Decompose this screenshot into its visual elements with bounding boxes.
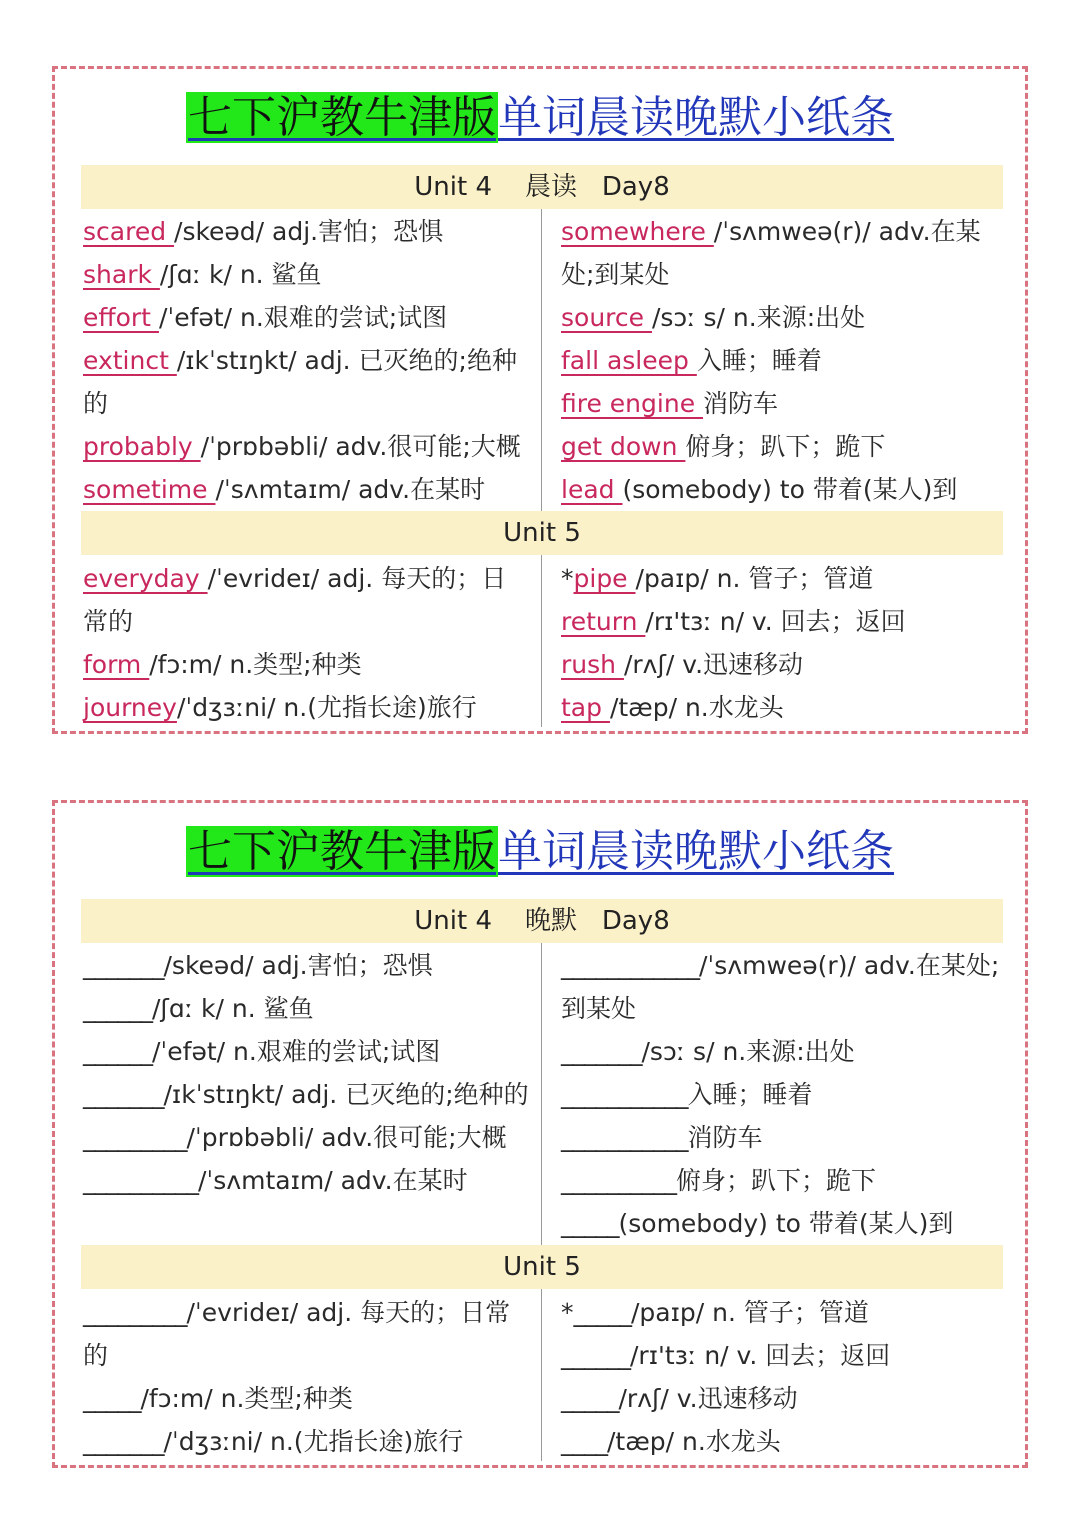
unit4-header-band: Unit 4 晚默 Day8 [81,899,1003,943]
vocab-definition: (somebody) to 带着(某人)到 [622,475,958,504]
card-title [55,815,1025,889]
vocab-definition: /rɪ'tɜː n/ v. 回去；返回 [645,607,906,636]
vocab-definition: /paɪp/ n. 管子；管道 [631,1298,869,1327]
vocab-definition: 俯身；趴下；跪下 [676,1166,877,1195]
unit4-header-band: Unit 4 晨读 Day8 [81,165,1003,209]
vocab-definition: /ˈprɒbəbli/ adv.很可能;大概 [186,1123,507,1152]
unit5-header-band: Unit 5 [81,511,1003,555]
vocab-entry [83,557,529,643]
answer-blank: _______ [83,951,164,980]
vocab-entry [561,1159,1007,1202]
vocab-entry [561,468,1007,511]
answer-blank: _____ [83,1384,141,1413]
vocab-entry [83,1420,529,1463]
vocab-entry [561,643,1007,686]
vocab-entry [83,987,529,1030]
answer-blank: _____ [573,1298,631,1327]
vocab-definition: /paɪp/ n. 管子；管道 [635,564,874,593]
unit4-right-column [561,944,1007,1245]
vocab-definition: /ˈsʌmweə(r)/ adv.在某处;到某处 [561,951,1000,1023]
vocab-definition: /ˈdʒɜːni/ n.(尤指长途)旅行 [176,693,477,722]
vocab-definition: /ɪkˈstɪŋkt/ adj. 已灭绝的;绝种的 [163,1080,529,1109]
vocab-definition: /skeəd/ adj.害怕；恐惧 [163,951,433,980]
vocab-entry [83,339,529,425]
vocab-definition: /sɔː s/ n.来源:出处 [641,1037,855,1066]
vocab-definition: 消防车 [703,389,779,418]
vocab-definition: /ʃɑː k/ n. 鲨鱼 [159,260,322,289]
vocab-entry [83,210,529,253]
vocab-definition: /ˈsʌmweə(r)/ adv.在某处;到某处 [561,217,981,289]
answer-blank: __________ [83,1166,198,1195]
vocab-definition: /ˈefət/ n.艰难的尝试;试图 [158,303,448,332]
unit4-left-column [83,944,529,1202]
unit5-right-column [561,1291,1007,1463]
vocab-word: extinct [83,346,177,375]
vocab-definition: /tæp/ n.水龙头 [609,693,784,722]
vocab-entry [561,944,1007,1030]
vocab-entry [83,1377,529,1420]
title-part-2: 单词晨读晚默小纸条 [498,826,894,877]
vocab-entry [561,1202,1007,1245]
vocab-entry [83,1030,529,1073]
column-divider [541,555,542,727]
vocab-word: fall asleep [561,346,697,375]
vocab-entry [83,296,529,339]
answer-blank: ___________ [561,1080,688,1109]
vocab-definition: /sɔː s/ n.来源:出处 [651,303,866,332]
word-card-morning-reading [52,66,1028,734]
vocab-word: somewhere [561,217,714,246]
vocab-definition: /ˈdʒɜːni/ n.(尤指长途)旅行 [163,1427,464,1456]
vocab-definition: 消防车 [687,1123,763,1152]
vocab-entry [561,382,1007,425]
answer-blank: ______ [83,994,152,1023]
vocab-entry [561,1291,1007,1334]
vocab-definition: /tæp/ n.水龙头 [607,1427,781,1456]
vocab-definition: /rɪ'tɜː n/ v. 回去；返回 [630,1341,891,1370]
vocab-word: journey [83,693,177,722]
unit5-left-column [83,1291,529,1463]
asterisk-marker: * [561,564,574,593]
vocab-definition: /rʌʃ/ v.迅速移动 [618,1384,798,1413]
answer-blank: ____ [561,1427,607,1456]
title-part-2: 单词晨读晚默小纸条 [498,92,894,143]
card-title [55,81,1025,155]
vocab-entry [561,425,1007,468]
vocab-entry [561,1073,1007,1116]
vocab-word: effort [83,303,159,332]
title-part-1: 七下沪教牛津版 [188,826,496,877]
vocab-entry [83,1073,529,1116]
word-card-evening-dictation [52,800,1028,1468]
vocab-entry [83,643,529,686]
vocab-entry [83,686,529,729]
vocab-word: rush [561,650,624,679]
vocab-word: form [83,650,150,679]
vocab-entry [561,210,1007,296]
vocab-entry [83,944,529,987]
answer-blank: ______ [561,1341,630,1370]
vocab-entry [561,1420,1007,1463]
vocab-entry [561,557,1007,600]
vocab-definition: /ɪkˈstɪŋkt/ adj. 已灭绝的;绝种的 [83,346,517,418]
vocab-word: sometime [83,475,216,504]
vocab-entry [561,339,1007,382]
vocab-word: get down [561,432,686,461]
unit4-right-column [561,210,1007,511]
vocab-word: scared [83,217,175,246]
column-divider [541,943,542,1245]
vocab-word: tap [561,693,610,722]
vocab-word: fire engine [561,389,704,418]
asterisk-marker: * [561,1298,574,1327]
vocab-definition: /fɔ:m/ n.类型;种类 [149,650,362,679]
vocab-entry [83,1116,529,1159]
vocab-definition: /ˈprɒbəbli/ adv.很可能;大概 [200,432,521,461]
column-divider [541,1289,542,1461]
answer-blank: ___________ [561,1123,688,1152]
answer-blank: _________ [83,1123,187,1152]
answer-blank: _______ [83,1427,164,1456]
vocab-definition: /ˈsʌmtaɪm/ adv.在某时 [198,1166,468,1195]
vocab-definition: /ˈevrideɪ/ adj. 每天的；日常的 [83,564,507,636]
vocab-definition: /ˈefət/ n.艰难的尝试;试图 [152,1037,441,1066]
answer-blank: ____________ [561,951,699,980]
vocab-definition: /ʃɑː k/ n. 鲨鱼 [152,994,314,1023]
vocab-entry [561,1030,1007,1073]
vocab-entry [561,1334,1007,1377]
vocab-entry [83,468,529,511]
answer-blank: _______ [561,1037,642,1066]
vocab-entry [561,686,1007,729]
vocab-word: source [561,303,652,332]
vocab-entry [83,425,529,468]
unit5-left-column [83,557,529,729]
answer-blank: _________ [83,1298,187,1327]
vocab-definition: /ˈsʌmtaɪm/ adv.在某时 [215,475,486,504]
vocab-word: shark [83,260,160,289]
vocab-entry [83,1159,529,1202]
vocab-definition: /rʌʃ/ v.迅速移动 [623,650,804,679]
column-divider [541,209,542,511]
vocab-definition: /fɔ:m/ n.类型;种类 [140,1384,353,1413]
vocab-word: probably [83,432,201,461]
answer-blank: _______ [83,1080,164,1109]
vocab-definition: /skeəd/ adj.害怕；恐惧 [174,217,444,246]
vocab-entry [561,1116,1007,1159]
vocab-word: return [561,607,646,636]
answer-blank: _____ [561,1384,619,1413]
vocab-definition: 入睡；睡着 [696,346,822,375]
unit5-header-band: Unit 5 [81,1245,1003,1289]
vocab-definition: 俯身；趴下；跪下 [685,432,886,461]
vocab-definition: 入睡；睡着 [687,1080,813,1109]
vocab-entry [561,296,1007,339]
vocab-entry [561,600,1007,643]
vocab-word: lead [561,475,623,504]
vocab-entry [83,1291,529,1377]
unit5-right-column [561,557,1007,729]
answer-blank: __________ [561,1166,676,1195]
vocab-entry [561,1377,1007,1420]
vocab-word: everyday [83,564,208,593]
answer-blank: ______ [83,1037,152,1066]
unit4-left-column [83,210,529,511]
title-part-1: 七下沪教牛津版 [188,92,496,143]
vocab-definition: (somebody) to 带着(某人)到 [618,1209,954,1238]
answer-blank: _____ [561,1209,619,1238]
vocab-word: pipe [573,564,636,593]
vocab-entry [83,253,529,296]
vocab-definition: /ˈevrideɪ/ adj. 每天的；日常的 [83,1298,511,1370]
